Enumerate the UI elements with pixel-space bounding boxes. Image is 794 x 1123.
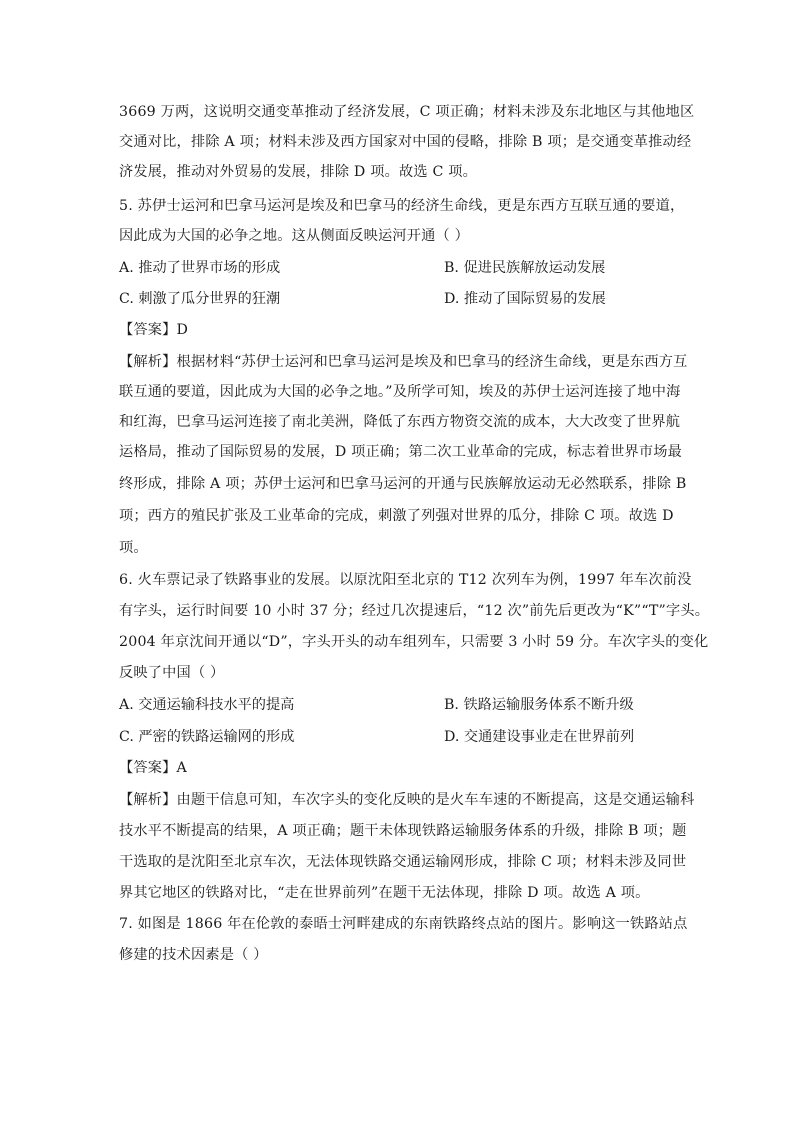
paragraph-line: 济发展，推动对外贸易的发展，排除 D 项。故选 C 项。	[119, 164, 477, 180]
question-6-stem: 2004 年京沈间开通以“D”，字头开头的动车组列车，只需要 3 小时 59 分。车次字头的变化	[119, 634, 709, 650]
question-6-stem: 6. 火车票记录了铁路事业的发展。以原沈阳至北京的 T12 次列车为例，1997 年车次前没	[119, 572, 692, 588]
question-7-stem: 修建的技术因素是（ ）	[119, 947, 268, 963]
question-5-analysis: 项。	[119, 540, 148, 556]
question-5-analysis: 终形成，排除 A 项；苏伊士运河和巴拿马运河的开通与民族解放运动无必然联系，排除 B	[119, 476, 687, 492]
question-5-answer: 【答案】D	[119, 322, 189, 338]
question-5-stem: 5. 苏伊士运河和巴拿马运河是埃及和巴拿马的经济生命线，更是东西方互联互通的要道，	[119, 198, 685, 214]
question-5-option-a: A. 推动了世界市场的形成	[119, 260, 281, 276]
question-5-stem: 因此成为大国的必争之地。这从侧面反映运河开通（ ）	[119, 228, 470, 244]
question-6-option-d: D. 交通建设事业走在世界前列	[444, 729, 635, 745]
question-5-analysis: 运格局，推动了国际贸易的发展，D 项正确；第二次工业革命的完成，标志着世界市场最	[119, 444, 683, 460]
question-5-analysis: 联互通的要道，因此成为大国的必争之地。”及所学可知，埃及的苏伊士运河连接了地中海	[119, 384, 681, 400]
question-6-option-b: B. 铁路运输服务体系不断升级	[444, 697, 634, 713]
question-6-answer: 【答案】A	[119, 760, 187, 776]
question-6-analysis: 【解析】由题干信息可知，车次字头的变化反映的是火车车速的不断提高，这是交通运输科	[119, 792, 695, 808]
question-5-analysis: 和红海，巴拿马运河连接了南北美洲，降低了东西方物资交流的成本，大大改变了世界航	[119, 414, 681, 430]
question-5-option-b: B. 促进民族解放运动发展	[444, 260, 606, 276]
question-6-option-a: A. 交通运输科技水平的提高	[119, 697, 295, 713]
question-5-analysis: 【解析】根据材料“苏伊士运河和巴拿马运河是埃及和巴拿马的经济生命线，更是东西方互	[119, 354, 688, 370]
question-6-stem: 有字头，运行时间要 10 小时 37 分；经过几次提速后，“12 次”前先后更改为“K”“T”字头。	[119, 603, 710, 619]
paragraph-line: 交通对比，排除 A 项；材料未涉及西方国家对中国的侵略，排除 B 项；是交通变革推动经	[119, 134, 692, 150]
question-6-stem: 反映了中国（ ）	[119, 665, 225, 681]
question-6-analysis: 界其它地区的铁路对比，“走在世界前列”在题干无法体现，排除 D 项。故选 A 项。	[119, 885, 650, 901]
question-7-stem: 7. 如图是 1866 年在伦敦的泰晤士河畔建成的东南铁路终点站的图片。影响这一铁路站点	[119, 916, 688, 932]
question-6-analysis: 干选取的是沈阳至北京车次，无法体现铁路交通运输网形成，排除 C 项；材料未涉及同世	[119, 854, 687, 870]
question-5-option-d: D. 推动了国际贸易的发展	[444, 291, 606, 307]
question-6-option-c: C. 严密的铁路运输网的形成	[119, 729, 295, 745]
question-5-option-c: C. 刺激了瓜分世界的狂潮	[119, 291, 281, 307]
question-6-analysis: 技水平不断提高的结果，A 项正确；题干未体现铁路运输服务体系的升级，排除 B 项；题	[119, 823, 687, 839]
question-5-analysis: 项；西方的殖民扩张及工业革命的完成，刺激了列强对世界的瓜分，排除 C 项。故选 D	[119, 508, 674, 524]
paragraph-line: 3669 万两，这说明交通变革推动了经济发展，C 项正确；材料未涉及东北地区与其他地区	[119, 104, 695, 120]
